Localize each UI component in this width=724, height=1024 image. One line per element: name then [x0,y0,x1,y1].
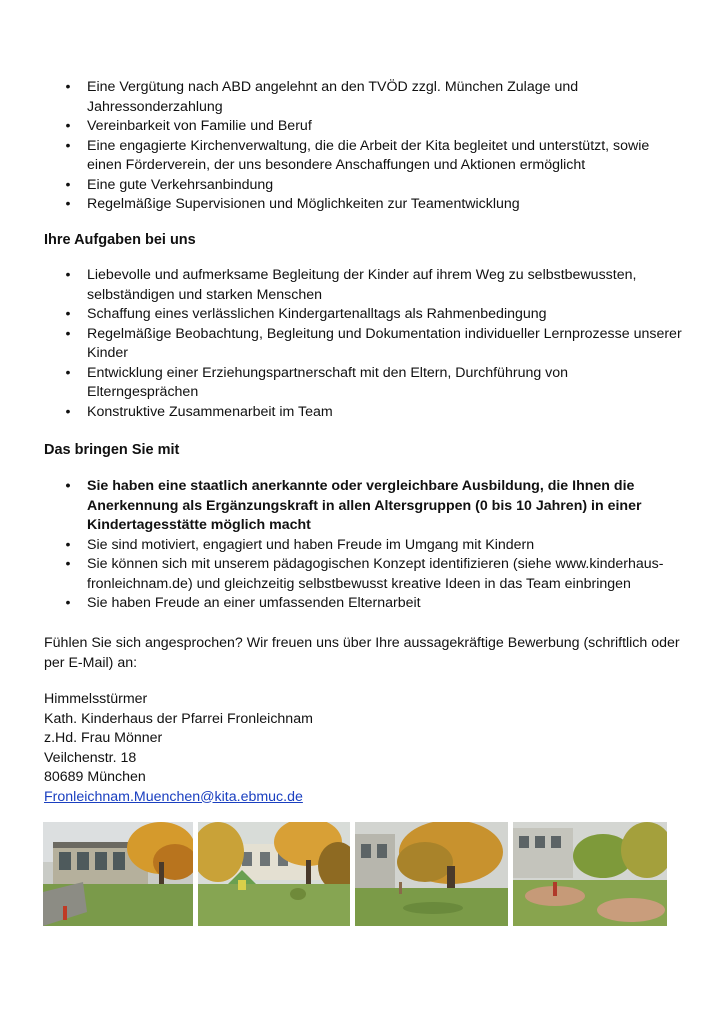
tasks-heading: Ihre Aufgaben bei uns [44,232,196,248]
list-item: • Regelmäßige Beobachtung, Begleitung und Dokumentation individueller Lernprozesse unserer Kinder [62,325,682,364]
bullet-icon: • [65,536,71,553]
address-street: Veilchenstr. 18 [44,749,137,766]
bullet-icon: • [65,137,71,154]
requirements-list [62,477,682,614]
bullet-icon: • [65,364,71,381]
bullet-icon: • [65,325,71,342]
address-name: Himmelsstürmer [44,691,148,707]
benefits-list [62,78,682,215]
bullet-icon: • [65,79,71,95]
list-item: • Sie haben Freude an einer umfassenden Elternarbeit [62,594,682,614]
photo-strip [43,822,667,926]
list-item: • Konstruktive Zusammenarbeit im Team [62,403,682,423]
garden-tree-photo [355,822,508,926]
requirements-heading: Das bringen Sie mit [44,442,180,458]
sandpit-photo [513,822,667,926]
address-org: Kath. Kinderhaus der Pfarrei Fronleichnam [44,710,313,727]
bullet-icon: • [65,118,71,134]
bullet-icon: • [65,556,71,572]
closing-paragraph: Fühlen Sie sich angesprochen? Wir freuen uns über Ihre aussagekräftige Bewerbung (schriftlich oder per E-Mail) an: [44,635,680,671]
bullet-icon: • [65,267,71,283]
playground-photo [198,822,350,926]
list-item: • Vereinbarkeit von Familie und Beruf [62,117,682,137]
bullet-icon: • [65,196,71,212]
email-link[interactable]: Fronleichnam.Muenchen@kita.ebmuc.de [44,788,303,805]
list-item: • Liebevolle und aufmerksame Begleitung der Kinder auf ihrem Weg zu selbstbewussten, selbständigen und starken Menschen [62,266,682,305]
list-item: • Sie sind motiviert, engagiert und haben Freude im Umgang mit Kindern [62,536,682,556]
list-item: • Schaffung eines verlässlichen Kindergartenalltags als Rahmenbedingung [62,305,682,325]
address-attn: z.Hd. Frau Mönner [44,730,163,746]
list-item: • Eine engagierte Kirchenverwaltung, die die Arbeit der Kita begleitet und unterstützt, sowie einen Förderverein, der uns besondere Anschaffungen und Aktionen ermöglicht [62,137,682,176]
bullet-icon: • [65,306,71,322]
list-item: • Regelmäßige Supervisionen und Möglichkeiten zur Teamentwicklung [62,195,682,215]
list-item: • Eine gute Verkehrsanbindung [62,176,682,196]
list-item: • Sie haben eine staatlich anerkannte oder vergleichbare Ausbildung, die Ihnen die Anerkennung als Ergänzungskraft in allen Altersgruppen (0 bis 10 Jahren) in einer Kindertagesstätte möglich macht [62,477,682,536]
address-block [44,690,684,807]
list-item: • Sie können sich mit unserem pädagogischen Konzept identifizieren (siehe www.kinderhaus-fronleichnam.de) und gleichzeitig selbstbewusst kreative Ideen in das Team einbringen [62,555,682,594]
list-item: • Entwicklung einer Erziehungspartnerschaft mit den Eltern, Durchführung von Elterngesprächen [62,364,682,403]
bullet-icon: • [65,403,71,420]
tasks-list [62,266,682,422]
address-city: 80689 München [44,769,146,785]
bullet-icon: • [65,478,71,494]
bullet-icon: • [65,595,71,611]
bullet-icon: • [65,176,71,193]
list-item: • Eine Vergütung nach ABD angelehnt an den TVÖD zzgl. München Zulage und Jahressonderzahlung [62,78,682,117]
kita-building-photo [43,822,193,926]
